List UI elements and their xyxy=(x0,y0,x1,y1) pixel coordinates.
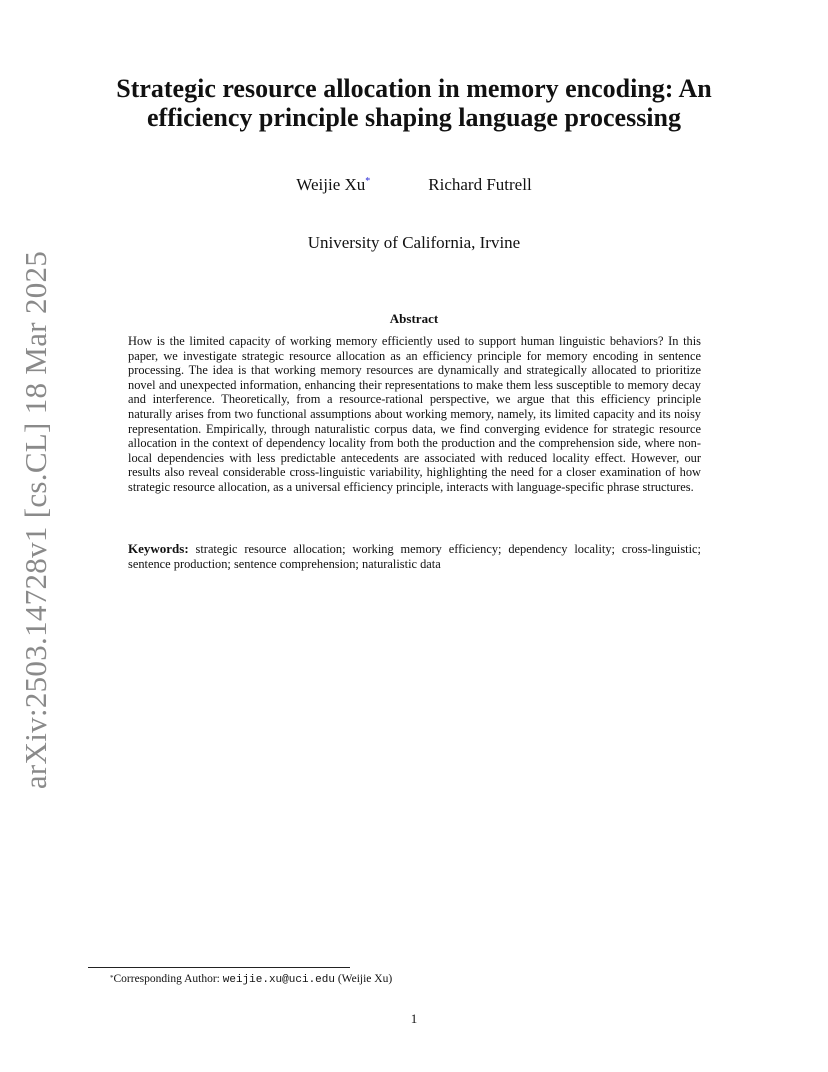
arxiv-identifier-stamp: arXiv:2503.14728v1 [cs.CL] 18 Mar 2025 xyxy=(18,250,53,790)
footnote-divider xyxy=(88,967,350,968)
keywords xyxy=(128,541,701,572)
footnote-suffix: (Weijie Xu) xyxy=(334,973,393,985)
footnote xyxy=(110,972,392,987)
author-list xyxy=(0,175,828,195)
paper-title xyxy=(60,74,768,132)
footnote-link[interactable]: * xyxy=(365,176,371,187)
keywords-label: Keywords: xyxy=(128,541,189,556)
author-name: Weijie Xu xyxy=(296,175,366,194)
title-line-1: Strategic resource allocation in memory encoding: An xyxy=(116,74,712,103)
abstract-heading: Abstract xyxy=(389,311,439,326)
author-weijie-xu xyxy=(296,175,370,195)
title-line-2: efficiency principle shaping language processing xyxy=(147,103,681,132)
author-richard-futrell xyxy=(428,175,531,195)
page-number: 1 xyxy=(410,1011,418,1026)
author-name: Richard Futrell xyxy=(428,175,532,194)
affiliation: University of California, Irvine xyxy=(307,233,521,252)
footnote-prefix: Corresponding Author: xyxy=(113,973,223,985)
footnote-mark: * xyxy=(110,974,114,982)
author-email-link[interactable]: weijie.xu@uci.edu xyxy=(222,974,335,986)
abstract-body: How is the limited capacity of working memory efficiently used to support human linguistic behaviors? In this paper, we investigate strategic resource allocation as an efficiency principle for memory encoding in sentence processing. The idea is that working memory resources are dynamically and strategically allocated to prioritize novel and unexpected information, enhancing their representations to make them less susceptible to memory decay and interference. Theoretically, from a resource-rational perspective, we argue that this efficiency principle naturally arises from two functional assumptions about working memory, namely, its limited capacity and its noisy representation. Empirically, through naturalistic corpus data, we find converging evidence for strategic resource allocation in the context of dependency locality from both the production and the comprehension side, where non-local dependencies with less predictable antecedents are associated with reduced locality effect. However, our results also reveal considerable cross-linguistic variability, highlighting the need for a closer examination of how strategic resource allocation, as a universal efficiency principle, interacts with language-specific phrase structures. xyxy=(128,334,701,494)
keywords-text: strategic resource allocation; working memory efficiency; dependency locality; cross-linguistic; sentence production; sentence comprehension; naturalistic data xyxy=(128,542,701,571)
